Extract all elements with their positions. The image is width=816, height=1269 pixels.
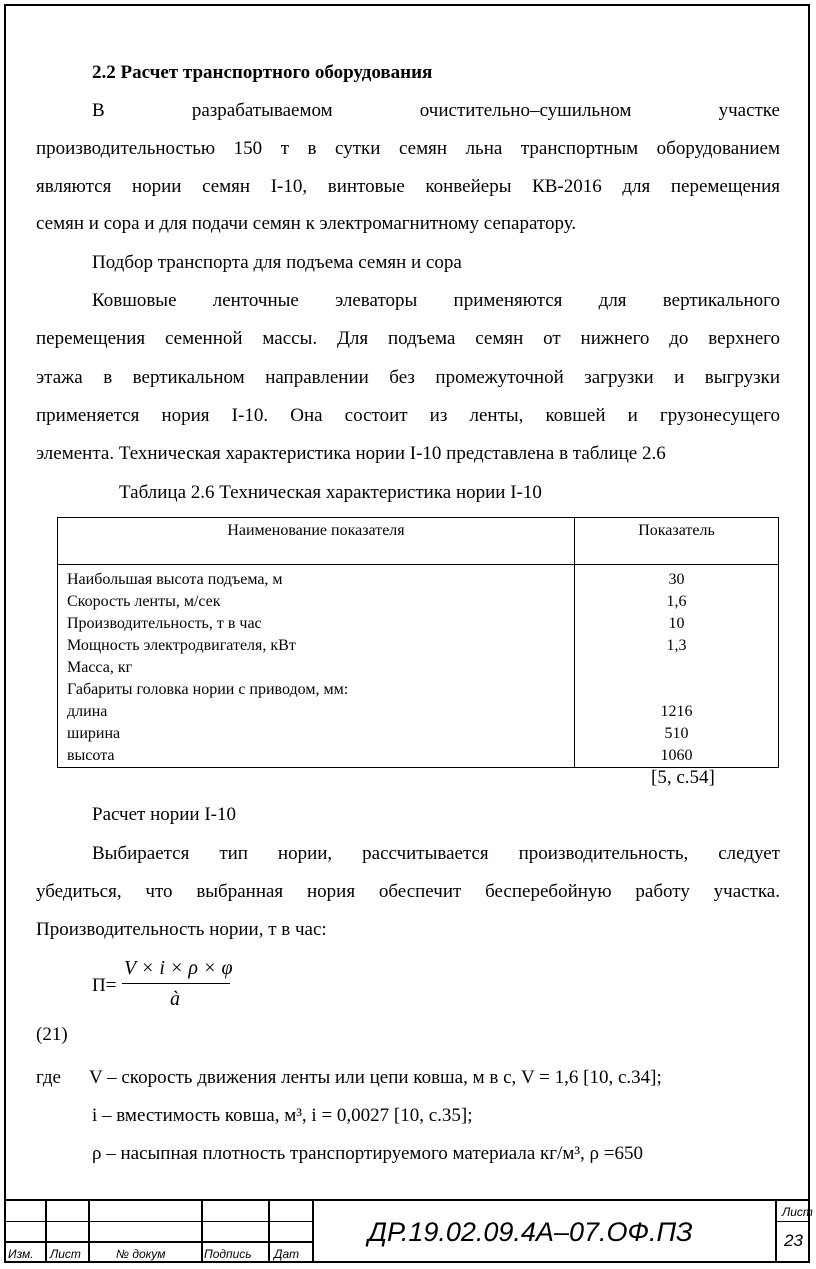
paragraph3-line1: Выбирается тип нории, рассчитывается производительность, следует bbox=[92, 843, 780, 864]
formula-numerator: V × i × ρ × φ bbox=[124, 957, 233, 979]
title-block bbox=[6, 1199, 813, 1265]
stamp-label-doc: № докум bbox=[116, 1247, 166, 1261]
stamp-divider bbox=[312, 1201, 314, 1263]
where-item-rho: ρ – насыпная плотность транспортируемого материала кг/м³, ρ =650 bbox=[92, 1143, 643, 1164]
stamp-row-line bbox=[6, 1241, 314, 1243]
stamp-divider bbox=[775, 1201, 777, 1263]
formula-denominator: à bbox=[170, 988, 180, 1010]
subheading-calculation: Расчет нории I-10 bbox=[92, 804, 237, 825]
table-row-name: длина bbox=[67, 703, 108, 720]
formula-lhs: П= bbox=[92, 975, 117, 996]
stamp-divider bbox=[201, 1201, 203, 1263]
table-row-value: 10 bbox=[668, 615, 685, 632]
table-row-name: Производительность, т в час bbox=[67, 615, 262, 632]
paragraph1-line3: являются нории семян I-10, винтовые конвейеры КВ-2016 для перемещения bbox=[36, 176, 780, 197]
document-code: ДР.19.02.09.4А–07.ОФ.ПЗ bbox=[368, 1217, 693, 1247]
table-row-name: Наибольшая высота подъема, м bbox=[67, 571, 283, 588]
table-row-name: ширина bbox=[67, 725, 121, 742]
table-row-value bbox=[575, 679, 778, 701]
table-header-value: Показатель bbox=[575, 518, 779, 565]
stamp-row-line bbox=[6, 1221, 314, 1222]
where-item-i: i – вместимость ковша, м³, i = 0,0027 [10, с.35]; bbox=[92, 1105, 473, 1126]
sheet-number: 23 bbox=[784, 1231, 803, 1250]
paragraph3-line3: Производительность нории, т в час: bbox=[36, 919, 327, 940]
table-row-value bbox=[575, 657, 778, 679]
stamp-label-sign: Подпись bbox=[204, 1247, 252, 1261]
paragraph2-line3: этажа в вертикальном направлении без промежуточной загрузки и выгрузки bbox=[36, 367, 780, 388]
paragraph1-line1: В разрабатываемом очистительно–сушильном участке bbox=[92, 100, 780, 121]
table-values-cell bbox=[575, 565, 779, 768]
paragraph1-line2: производительностью 150 т в сутки семян льна транспортным оборудованием bbox=[36, 138, 780, 159]
table-row-value: 510 bbox=[664, 725, 689, 742]
stamp-label-izm: Изм. bbox=[8, 1247, 34, 1261]
paragraph2-line2: перемещения семенной массы. Для подъема семян от нижнего до верхнего bbox=[36, 328, 780, 349]
stamp-label-date: Дат bbox=[274, 1247, 300, 1261]
table-row-name: Масса, кг bbox=[67, 659, 133, 676]
table-row-name: высота bbox=[67, 747, 115, 764]
table-row-name: Габариты головка нории с приводом, мм: bbox=[67, 681, 349, 698]
table-source: [5, с.54] bbox=[651, 767, 715, 788]
fraction-bar bbox=[122, 983, 230, 984]
spec-table bbox=[57, 517, 779, 768]
stamp-divider bbox=[268, 1201, 270, 1263]
paragraph2-line4: применяется нория I-10. Она состоит из ленты, ковшей и грузонесущего bbox=[36, 405, 780, 426]
table-row-value: 1,3 bbox=[666, 637, 687, 654]
section-heading: 2.2 Расчет транспортного оборудования bbox=[92, 62, 433, 83]
where-prefix: где bbox=[36, 1067, 61, 1088]
table-caption: Таблица 2.6 Техническая характеристика нории I-10 bbox=[119, 482, 542, 503]
paragraph2-line1: Ковшовые ленточные элеваторы применяются для вертикального bbox=[92, 290, 780, 311]
stamp-divider bbox=[45, 1201, 47, 1263]
table-row-name: Скорость ленты, м/сек bbox=[67, 593, 221, 610]
table-row-value: 30 bbox=[668, 571, 685, 588]
paragraph1-line4: семян и сора и для подачи семян к электромагнитному сепаратору. bbox=[36, 213, 577, 234]
table-row-name: Мощность электродвигателя, кВт bbox=[67, 637, 296, 654]
table-names-cell bbox=[58, 565, 575, 768]
table-header-name: Наименование показателя bbox=[58, 518, 575, 565]
table-row-value: 1216 bbox=[660, 703, 693, 720]
stamp-divider bbox=[88, 1201, 90, 1263]
table-row-value: 1,6 bbox=[666, 593, 687, 610]
paragraph2-line5: элемента. Техническая характеристика нории I-10 представлена в таблице 2.6 bbox=[36, 443, 666, 464]
sheet-label: Лист bbox=[782, 1205, 813, 1219]
subheading-transport: Подбор транспорта для подъема семян и сора bbox=[92, 252, 462, 273]
table-row-value: 1060 bbox=[660, 747, 693, 764]
stamp-label-list: Лист bbox=[50, 1247, 81, 1261]
stamp-row-line bbox=[775, 1221, 810, 1222]
paragraph3-line2: убедиться, что выбранная нория обеспечит бесперебойную работу участка. bbox=[36, 881, 780, 902]
formula-number: (21) bbox=[36, 1024, 68, 1045]
where-item-v: V – скорость движения ленты или цепи ковша, м в с, V = 1,6 [10, с.34]; bbox=[89, 1067, 662, 1088]
